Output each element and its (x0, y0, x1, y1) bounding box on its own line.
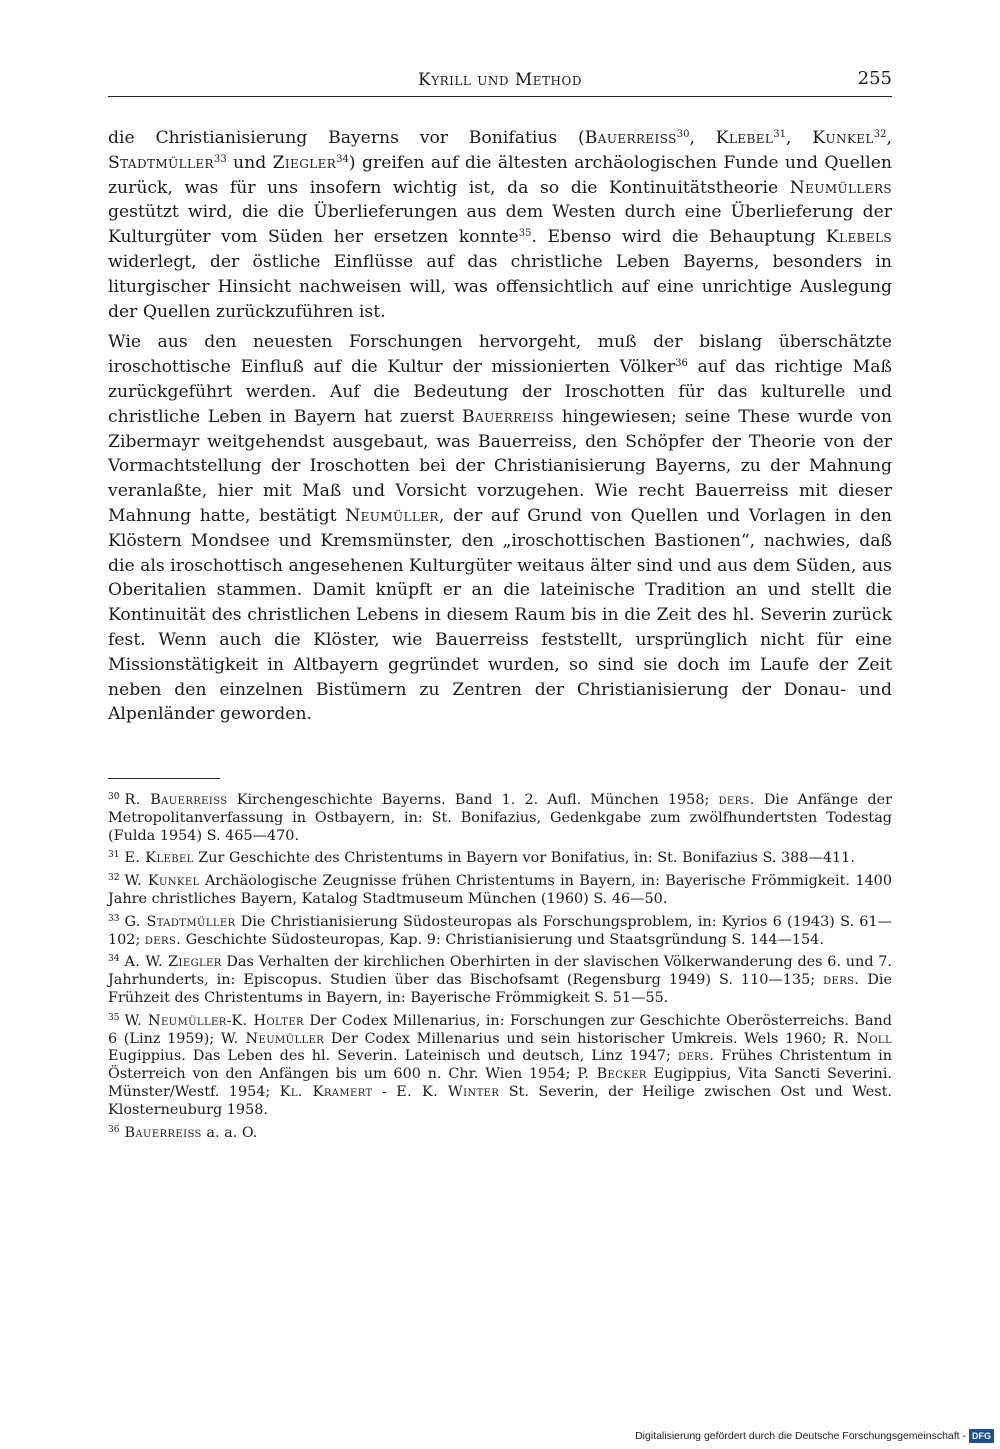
author-name: ders. (823, 972, 860, 989)
running-head (108, 68, 892, 97)
footnote-32 (108, 873, 892, 909)
text-run: Archäologische Zeugnisse frühen Christentums in Bayern, in: Bayerische Frömmigkeit. 1400 Jahre christliches Bayern, Katalog Stadtmuseum München (1960) S. 46—50. (108, 873, 892, 907)
text-run: , der auf Grund von Quellen und Vorlagen in den Klöstern Mondsee und Kremsmünster, den „iroschottischen Bastionen“, nachwies, daß die als iroschottisch angesehenen Kulturgüter weitaus älter sind und aus dem Süden, aus Oberitalien stammen. Damit knüpft er an die lateinische Tradition an und stellt die Kontinuität des christlichen Lebens in diesem Raum bis in die Zeit des hl. Severin zurück fest. Wenn auch die Klöster, wie Bauerreiss feststellt, ursprünglich nicht für eine Missionstätigkeit in Altbayern gegründet wurden, so sind sie doch im Laufe der Zeit neben den einzelnen Bistümern zu Zentren der Christianisierung der Donau- und Alpenländer geworden. (108, 505, 892, 725)
author-name: Bauerreiss (584, 128, 677, 148)
text-run: auf das richtige Maß zurückgeführt werden. Auf die Bedeutung der Iroschotten für das kulturelle und christliche Leben in Bayern hat zuerst (108, 357, 892, 427)
footnote-number: 34 (108, 954, 120, 965)
credit-text: Digitalisierung gefördert durch die Deutsche Forschungsgemeinschaft - (635, 1430, 966, 1442)
author-name: W. Neumüller (124, 1012, 227, 1029)
text-run: Eugippius. Das Leben des hl. Severin. Lateinisch und deutsch, Linz 1947; (108, 1048, 678, 1065)
text-run: gestützt wird, die die Überlieferungen aus dem Westen durch eine Überlieferung der Kulturgüter vom Süden her ersetzen konnte (108, 202, 892, 248)
text-run: Das Verhalten der kirchlichen Oberhirten in der slavischen Völkerwanderung des 6. und 7. Jahrhunderts, in: Episcopus. Studien über das Bischofsamt (Regensburg 1949) S. 110—135; (108, 954, 892, 989)
footnote-33 (108, 914, 892, 950)
author-name: Stadtmüller (108, 152, 214, 173)
text-run: widerlegt, der östliche Einflüsse auf das christliche Leben Bayerns, besonders in liturgischer Hinsicht nachweisen will, was offensichtlich auf eine unrichtige Auslegung der Quellen zurückzuführen ist. (108, 251, 892, 322)
text-run: , (785, 128, 813, 148)
author-name: ders. (677, 1048, 715, 1065)
author-name: ders. (718, 792, 755, 808)
author-name: W. Neumüller (220, 1030, 325, 1047)
author-name: E. Klebel (124, 850, 194, 867)
running-title: Kyrill und Method (418, 70, 582, 90)
author-name: Kl. Kramert (279, 1083, 373, 1100)
author-name: A. W. Ziegler (124, 954, 222, 971)
footnote-number: 32 (108, 873, 120, 884)
footnote-ref: 34 (336, 153, 349, 165)
footnote-number: 33 (108, 913, 120, 924)
author-name: K. Holter (231, 1012, 304, 1029)
footnote-30 (108, 792, 892, 845)
text-run: Frühes Christentum in Österreich von den Anfängen bis um 600 n. Chr. Wien 1954; (108, 1048, 892, 1083)
dfg-logo: DFG (969, 1429, 994, 1443)
digitization-credit (635, 1429, 994, 1443)
footnote-ref: 35 (518, 228, 532, 240)
footnote-35 (108, 1013, 892, 1120)
text-run: Die Anfänge der Metropolitanverfassung in Ostbayern, in: St. Bonifazius, Gedenkgabe zum zwölfhundertsten Todestag (Fulda 1954) S. 465—470. (108, 792, 892, 844)
footnote-34 (108, 954, 892, 1007)
author-name: W. Kunkel (124, 873, 200, 890)
author-name: P. Becker (577, 1066, 647, 1083)
text-run: und (226, 152, 273, 173)
text-run: Eugippius, Vita Sancti Severini. Münster/Westf. 1954; (108, 1066, 892, 1100)
footnote-ref: 36 (675, 358, 688, 370)
text-run: a. a. O. (201, 1124, 258, 1141)
author-name: E. K. Winter (396, 1083, 500, 1100)
author-name: Klebel (715, 128, 774, 148)
author-name: Ziegler (272, 152, 337, 173)
author-name: Neumüllers (789, 177, 892, 198)
footnote-number: 36 (108, 1124, 120, 1135)
footnote-ref: 33 (213, 153, 227, 165)
text-run: Geschichte Südosteuropas, Kap. 9: Christianisierung und Staatsgründung S. 144—154. (181, 931, 824, 948)
text-run: - (226, 1012, 232, 1029)
text-run: die Christianisierung Bayerns vor Bonifatius ( (108, 128, 585, 148)
page-number: 255 (857, 68, 892, 89)
text-run: Die Christianisierung Südosteuropas als Forschungsproblem, in: Kyrios 6 (1943) S. 61—102; (108, 913, 892, 948)
paragraph-1 (108, 126, 892, 324)
text-run: Wie aus den neuesten Forschungen hervorgeht, muß der bislang überschätzte iroschottische Einfluß auf die Kultur der missionierten Völker (108, 332, 892, 378)
text-run: , (689, 128, 716, 148)
text-run: hingewiesen; seine These wurde von Zibermayr weitgehendst ausgebaut, was Bauerreiss, den Schöpfer der Theorie von der Vormachtstellung der Iroschotten bei der Christianisierung Bayerns, zu der Mahnung veranlaßte, hier mit Maß und Vorsicht vorzugehen. Wie recht Bauerreiss mit dieser Mahnung hatte, bestätigt (108, 406, 892, 526)
text-run: , (886, 128, 892, 148)
text-run: St. Severin, der Heilige zwischen Ost und West. Klosterneuburg 1958. (108, 1083, 892, 1118)
footnote-number: 35 (108, 1012, 120, 1023)
text-run: Der Codex Millenarius und sein historischer Umkreis. Wels 1960; (324, 1030, 834, 1047)
footnote-31 (108, 850, 892, 868)
author-name: R. Bauerreiss (124, 792, 228, 808)
author-name: G. Stadtmüller (124, 913, 236, 930)
author-name: Kunkel (812, 128, 874, 148)
author-name: ders. (144, 931, 182, 948)
author-name: R. Noll (833, 1030, 893, 1047)
author-name: Neumüller (345, 505, 439, 526)
text-run: Der Codex Millenarius, in: Forschungen zur Geschichte Oberösterreichs. Band 6 (Linz 1959); (108, 1012, 892, 1047)
author-name: Bauerreiss (462, 406, 554, 427)
body-text (108, 126, 892, 727)
author-name: Bauerreiss (124, 1124, 202, 1141)
text-run: Die Frühzeit des Christentums in Bayern, in: Bayerische Frömmigkeit S. 51—55. (108, 972, 893, 1006)
footnote-number: 30 (108, 792, 120, 802)
text-run: Kirchengeschichte Bayerns. Band 1. 2. Aufl. München 1958; (227, 792, 719, 808)
text-run: ) greifen auf die ältesten archäologischen Funde und Quellen zurück, was für uns insofern wichtig ist, da so die Kontinuitätstheorie (108, 152, 892, 198)
author-name: Klebels (825, 227, 893, 248)
text-run: Zur Geschichte des Christentums in Bayern vor Bonifatius, in: St. Bonifazius S. 388—411. (193, 850, 855, 867)
footnote-ref: 32 (873, 129, 887, 140)
footnote-36 (108, 1125, 892, 1143)
footnote-ref: 30 (676, 129, 690, 140)
paragraph-2 (108, 330, 892, 727)
footnotes (108, 792, 892, 1147)
footnote-number: 31 (108, 850, 120, 861)
text-run: - (372, 1083, 397, 1100)
footnote-divider (108, 778, 220, 779)
text-run: . Ebenso wird die Behauptung (531, 227, 826, 248)
footnote-ref: 31 (773, 129, 786, 140)
